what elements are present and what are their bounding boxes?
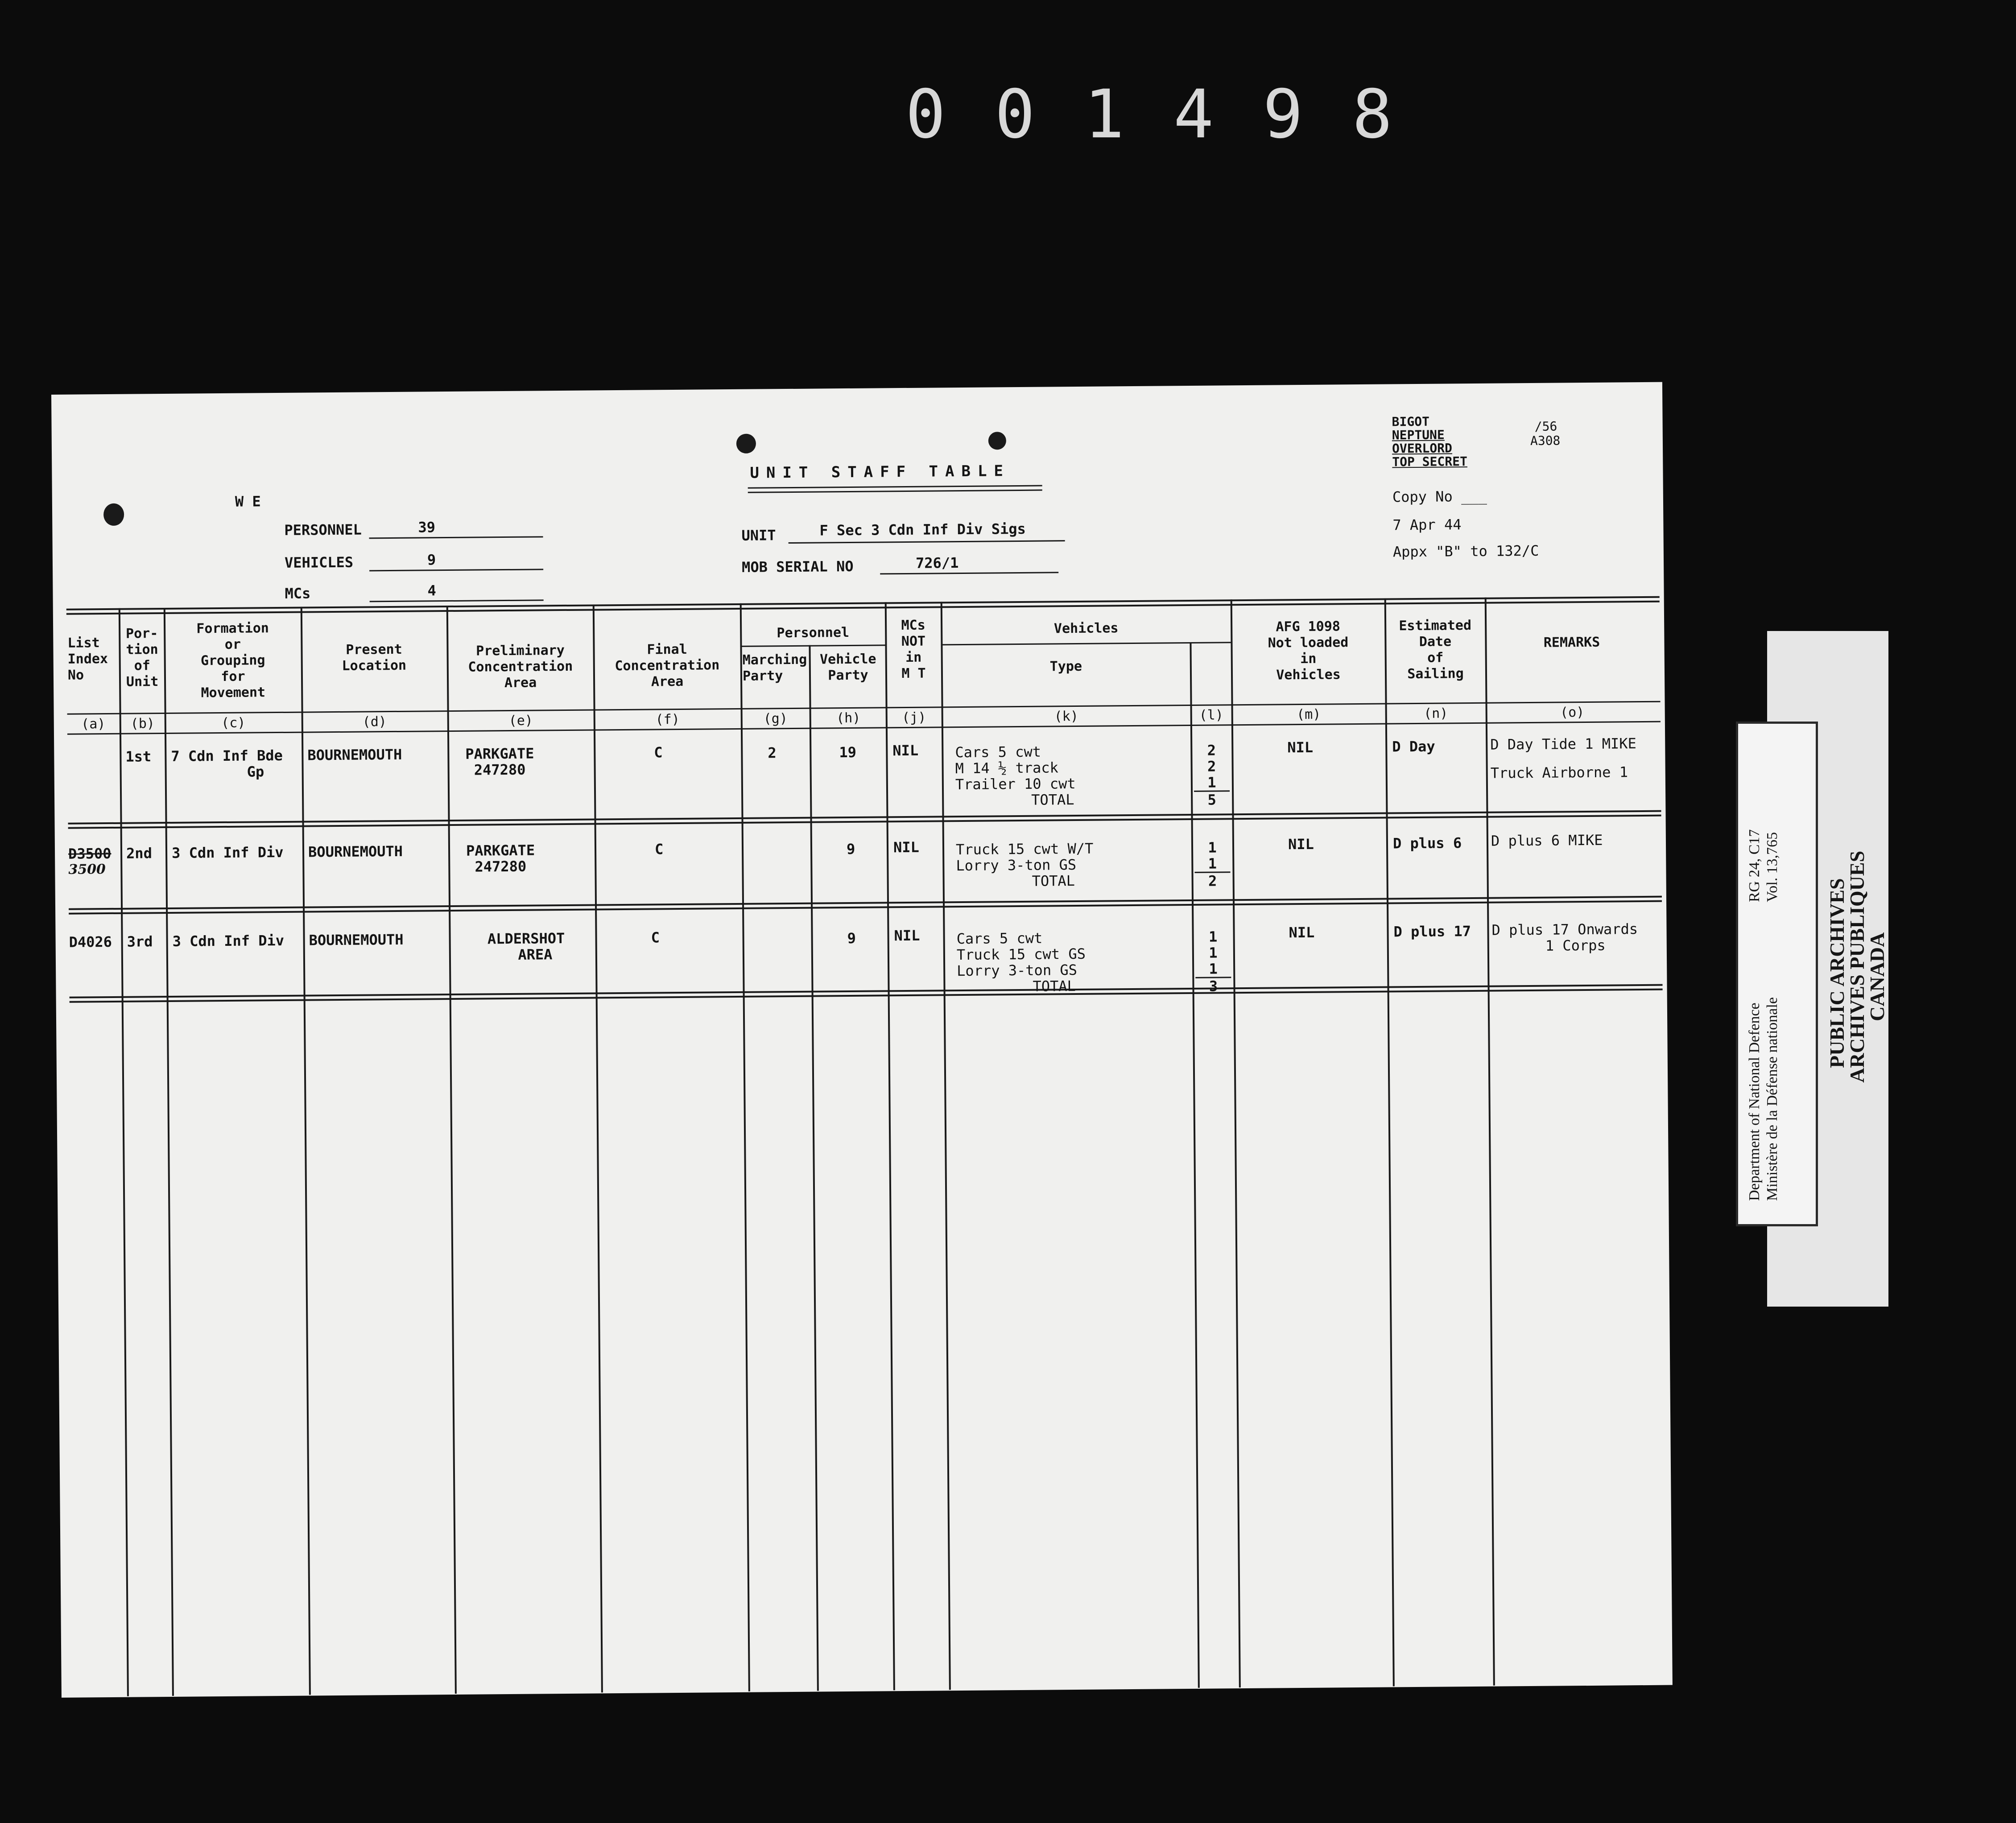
- serial-underline: [880, 572, 1058, 574]
- personnel-value: 39: [418, 519, 436, 536]
- serial-value: 726/1: [915, 554, 959, 572]
- archive-stamp-3: CANADA: [1866, 932, 1888, 1021]
- stamp-neptune: NEPTUNE: [1392, 427, 1445, 443]
- row1-afg: NIL: [1287, 738, 1314, 756]
- col-g-header: Marching Party: [742, 652, 807, 684]
- stamp-overlord: OVERLORD: [1392, 441, 1453, 456]
- row3-vehicle-party: 9: [847, 929, 856, 947]
- row3-remarks: D plus 17 Onwards 1 Corps: [1491, 920, 1638, 954]
- stamp-top-secret: TOP SECRET: [1392, 454, 1467, 470]
- row2-index: D3500 3500: [68, 845, 112, 878]
- row2-vehicle-types: Truck 15 cwt W/T Lorry 3-ton GS TOTAL: [955, 840, 1094, 890]
- col-letter-a: (a): [81, 716, 106, 732]
- title-underline-2: [748, 490, 1042, 493]
- row3-index: D4026: [69, 933, 112, 951]
- col-letter-c: (c): [221, 715, 246, 731]
- col-e-header: Preliminary Concentration Area: [468, 642, 573, 691]
- col-letter-k: (k): [1054, 708, 1078, 725]
- vehicles-group-header: Vehicles: [1053, 620, 1119, 637]
- archive-dept-fr: Ministère de la Défense nationale: [1764, 997, 1781, 1201]
- punch-hole: [988, 432, 1006, 450]
- document-sheet: [51, 382, 1673, 1698]
- row1-formation: 7 Cdn Inf Bde Gp: [171, 747, 283, 780]
- personnel-group-rule: [740, 644, 885, 647]
- row2-sailing: D plus 6: [1392, 834, 1462, 852]
- column-rule: [301, 607, 311, 1695]
- col-a-header: List Index No: [67, 635, 108, 683]
- col-letter-d: (d): [362, 714, 387, 730]
- col-letter-j: (j): [902, 709, 926, 726]
- row3-mcs: NIL: [894, 927, 920, 944]
- row3-portion: 3rd: [127, 933, 153, 950]
- row2-final: C: [654, 841, 664, 858]
- col-k-header: Type: [1049, 658, 1082, 675]
- col-letter-g: (g): [763, 711, 788, 727]
- copy-no: Copy No ___: [1392, 487, 1487, 506]
- row3-vehicle-counts: 1 1 1 3: [1195, 928, 1231, 994]
- col-b-header: Por- tion of Unit: [125, 626, 159, 690]
- col-f-header: Final Concentration Area: [615, 641, 720, 690]
- row1-sailing: D Day: [1392, 738, 1435, 755]
- row2-afg: NIL: [1288, 835, 1314, 853]
- unit-underline: [789, 540, 1065, 544]
- column-rule: [809, 645, 818, 1691]
- appendix-ref: Appx "B" to 132/C: [1392, 542, 1539, 561]
- row3-formation: 3 Cdn Inf Div: [172, 932, 285, 950]
- archive-ref-vol: Vol. 13,765: [1764, 832, 1781, 902]
- column-rule: [885, 602, 895, 1690]
- archive-ref-rg: RG 24, C17: [1746, 829, 1763, 902]
- mcs-value: 4: [427, 582, 436, 599]
- col-letter-n: (n): [1423, 705, 1448, 722]
- col-letter-m: (m): [1296, 706, 1321, 723]
- column-rule: [1384, 598, 1395, 1687]
- row3-sailing: D plus 17: [1393, 923, 1471, 940]
- col-m-header: AFG 1098 Not loaded in Vehicles: [1268, 619, 1349, 683]
- row1-vehicle-party: 19: [839, 743, 857, 761]
- row3-afg: NIL: [1289, 924, 1315, 941]
- vehicles-value: 9: [427, 551, 436, 569]
- row3-vehicle-types: Cars 5 cwt Truck 15 cwt GS Lorry 3-ton GS TOTAL: [956, 929, 1086, 995]
- row1-prelim: PARKGATE 247280: [465, 745, 534, 779]
- archive-stamp-2: ARCHIVES PUBLIQUES: [1846, 850, 1868, 1083]
- col-n-header: Estimated Date of Sailing: [1399, 618, 1472, 682]
- archive-dept-en: Department of National Defence: [1746, 1002, 1763, 1201]
- we-label: W E: [235, 493, 261, 510]
- col-o-header: REMARKS: [1543, 634, 1600, 651]
- col-letter-f: (f): [655, 711, 680, 728]
- row2-mcs: NIL: [893, 838, 919, 856]
- row2-portion: 2nd: [126, 845, 153, 862]
- row1-mcs: NIL: [892, 742, 919, 759]
- document-title: UNIT STAFF TABLE: [750, 462, 1011, 482]
- vehicles-label: VEHICLES: [284, 553, 354, 571]
- row2-remarks: D plus 6 MIKE: [1491, 831, 1603, 850]
- row3-final: C: [651, 929, 660, 946]
- row2-formation: 3 Cdn Inf Div: [171, 843, 284, 862]
- mcs-underline: [370, 599, 544, 602]
- row1-final: C: [654, 744, 663, 761]
- row1-vehicle-types: Cars 5 cwt M 14 ½ track Trailer 10 cwt TOTAL: [955, 743, 1076, 808]
- row1-portion: 1st: [125, 748, 152, 765]
- col-c-header: Formation or Grouping for Movement: [196, 620, 269, 701]
- personnel-label: PERSONNEL: [284, 521, 362, 539]
- frame-number: 001498: [905, 76, 1442, 153]
- row2-vehicle-party: 9: [846, 840, 855, 858]
- serial-label: MOB SERIAL NO: [741, 557, 854, 576]
- row1-vehicle-counts: 2 2 1 5: [1194, 742, 1230, 808]
- punch-hole: [736, 434, 756, 454]
- unit-label: UNIT: [741, 527, 776, 544]
- col-letter-b: (b): [130, 716, 155, 732]
- vehicles-underline: [369, 569, 543, 571]
- vehicles-group-rule: [941, 642, 1231, 645]
- mcs-label: MCs: [285, 585, 311, 602]
- col-letter-e: (e): [508, 713, 533, 729]
- personnel-group-header: Personnel: [777, 624, 850, 641]
- ref-top: /56: [1534, 419, 1557, 434]
- row1-marching: 2: [768, 744, 777, 762]
- personnel-underline: [369, 536, 543, 539]
- unit-value: F Sec 3 Cdn Inf Div Sigs: [819, 520, 1026, 539]
- col-j-header: MCs NOT in M T: [901, 617, 926, 682]
- punch-hole: [103, 503, 124, 526]
- document-date: 7 Apr 44: [1392, 516, 1462, 534]
- title-underline: [748, 485, 1042, 489]
- column-rule: [119, 608, 129, 1696]
- column-rule: [593, 604, 603, 1692]
- archive-label: [1736, 722, 1818, 1226]
- stamp-bigot: BIGOT: [1392, 414, 1429, 429]
- row1-remarks: D Day Tide 1 MIKE Truck Airborne 1: [1490, 735, 1636, 782]
- row2-vehicle-counts: 1 1 2: [1194, 839, 1231, 889]
- col-letter-h: (h): [836, 710, 861, 726]
- col-letter-l: (l): [1199, 707, 1223, 723]
- col-letter-o: (o): [1560, 705, 1585, 721]
- row2-prelim: PARKGATE 247280: [466, 841, 535, 875]
- row2-location: BOURNEMOUTH: [308, 842, 403, 861]
- col-h-header: Vehicle Party: [819, 651, 876, 684]
- column-rule: [1231, 599, 1241, 1687]
- column-rule: [740, 603, 750, 1691]
- row3-location: BOURNEMOUTH: [309, 931, 404, 949]
- ref-bottom: A308: [1530, 433, 1561, 448]
- col-d-header: Present Location: [342, 641, 407, 674]
- row1-location: BOURNEMOUTH: [307, 746, 402, 764]
- archive-stamp-1: PUBLIC ARCHIVES: [1826, 878, 1848, 1068]
- row3-prelim: ALDERSHOT AREA: [487, 929, 565, 963]
- column-rule: [941, 602, 951, 1690]
